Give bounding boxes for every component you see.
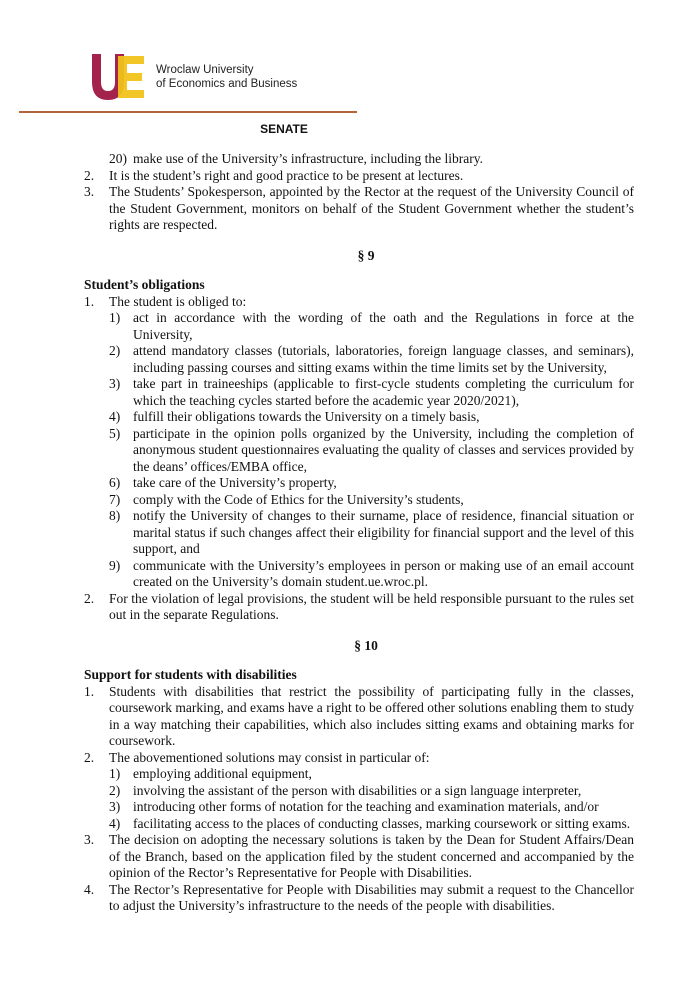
list-item-number: 1.	[84, 293, 95, 309]
sub-list-item	[84, 343, 634, 376]
list-item-text: The decision on adopting the necessary solutions is taken by the Dean for Student Affairs/Dean of the Branch, based on the application filed by the student concerned and accompanied by the opinion of the Rector’s Representative for People with Disabilities.	[109, 832, 634, 880]
list-item-text: The Rector’s Representative for People with Disabilities may submit a request to the Chancellor to adjust the University’s infrastructure to the needs of the people with disabilities.	[109, 881, 634, 913]
section-heading-disabilities: Support for students with disabilities	[84, 667, 297, 682]
list-item-text: make use of the University’s infrastructure, including the library.	[133, 151, 484, 166]
list-item-text: The abovementioned solutions may consist in particular of:	[109, 749, 430, 765]
sub-list-item-text: take care of the University’s property,	[133, 475, 337, 490]
sub-list-item-number: 2)	[109, 343, 121, 358]
sub-list-item-text: take part in traineeships (applicable to first-cycle students completing the curriculum for which the teaching cycles started before the academic year 2020/2021),	[133, 376, 634, 408]
paragraph-number-10: § 10	[354, 637, 378, 653]
list-item-number: 2.	[84, 167, 95, 183]
sub-list-item-text: communicate with the University’s employees in person or making use of an email account created on the University’s domain student.ue.wroc.pl.	[133, 557, 634, 589]
sub-list-item-text: comply with the Code of Ethics for the University’s students,	[133, 491, 464, 507]
list-item	[84, 832, 634, 882]
list-item	[84, 750, 634, 767]
sub-list-item-text: involving the assistant of the person with disabilities or a sign language interpreter,	[133, 782, 582, 798]
document-body	[84, 151, 634, 915]
list-item	[84, 151, 634, 168]
list-item-text: It is the student’s right and good practice to be present at lectures.	[109, 167, 464, 183]
list-item-number: 3.	[84, 184, 95, 199]
sub-list-item-number: 6)	[109, 475, 121, 490]
list-item-number: 4.	[84, 881, 95, 897]
paragraph-number-9: § 9	[357, 247, 375, 263]
sub-list-item	[84, 475, 634, 492]
list-item-number: 2.	[84, 590, 95, 606]
list-item	[84, 184, 634, 234]
section-title: SENATE	[260, 122, 308, 136]
sub-list-item-number: 3)	[109, 799, 121, 814]
sub-list-item-number: 8)	[109, 508, 121, 523]
sub-list-item	[84, 783, 634, 800]
sub-list-item-number: 3)	[109, 376, 121, 391]
sub-list-item	[84, 376, 634, 409]
list-item	[84, 591, 634, 624]
sub-list-item-text: attend mandatory classes (tutorials, laboratories, foreign language classes, and seminars), including passing courses and sitting exams within the time limits set by the University,	[133, 343, 634, 375]
sub-list-item-text: employing additional equipment,	[133, 766, 312, 781]
sub-list-item-number: 5)	[109, 425, 121, 441]
sub-list-item-number: 9)	[109, 557, 121, 573]
list-item	[84, 294, 634, 311]
sub-list-item-number: 1)	[109, 766, 121, 781]
sub-list-item-text: fulfill their obligations towards the University on a timely basis,	[133, 409, 480, 424]
list-item-number: 20)	[109, 151, 127, 166]
sub-list-item-number: 4)	[109, 815, 121, 831]
sub-list-item-text: facilitating access to the places of conducting classes, marking coursework or sitting exams.	[133, 815, 631, 831]
header-divider	[19, 111, 357, 113]
list-item	[84, 882, 634, 915]
list-item-number: 3.	[84, 832, 95, 847]
sub-list-item	[84, 426, 634, 476]
sub-list-item-number: 1)	[109, 310, 121, 325]
sub-list-item	[84, 799, 634, 816]
list-item-text: Students with disabilities that restrict the possibility of participating fully in the classes, coursework marking, and exams have a right to be offered other solutions enabling them to study in a way matching their capabilities, which also includes sitting exams and obtaining marks for coursework.	[109, 683, 634, 748]
sub-list-item-text: act in accordance with the wording of the oath and the Regulations in force at the University,	[133, 310, 634, 342]
sub-list-item-number: 2)	[109, 782, 121, 798]
university-name	[156, 63, 376, 91]
university-logo	[90, 52, 146, 102]
university-name-line1: Wroclaw University	[156, 64, 254, 76]
section-heading-obligations: Student’s obligations	[84, 277, 205, 292]
list-item-text: For the violation of legal provisions, the student will be held responsible pursuant to the rules set out in the separate Regulations.	[109, 590, 634, 622]
list-item	[84, 168, 634, 185]
sub-list-item-number: 7)	[109, 491, 121, 507]
sub-list-item-text: notify the University of changes to their surname, place of residence, financial situation or marital status if such changes affect their eligibility for financial support and the level of this support, and	[133, 508, 634, 556]
list-item	[84, 684, 634, 750]
sub-list-item	[84, 409, 634, 426]
sub-list-item	[84, 816, 634, 833]
sub-list-item-text: participate in the opinion polls organized by the University, including the completion of anonymous student questionnaires evaluating the quality of classes and services provided by the deans’ offices/EMBA office,	[133, 425, 634, 474]
sub-list-item	[84, 508, 634, 558]
university-name-line2: of Economics and Business	[156, 78, 298, 90]
list-item-number: 2.	[84, 749, 95, 765]
sub-list-item	[84, 492, 634, 509]
list-item-number: 1.	[84, 683, 95, 699]
sub-list-item	[84, 310, 634, 343]
sub-list-item-text: introducing other forms of notation for the teaching and examination materials, and/or	[133, 799, 599, 814]
list-item-text: The Students’ Spokesperson, appointed by the Rector at the request of the University Council of the Student Government, monitors on behalf of the Student Government whether the student’s rights are respected.	[109, 184, 634, 232]
sub-list-item	[84, 766, 634, 783]
sub-list-item-number: 4)	[109, 409, 121, 424]
list-item-text: The student is obliged to:	[109, 293, 247, 309]
sub-list-item	[84, 558, 634, 591]
